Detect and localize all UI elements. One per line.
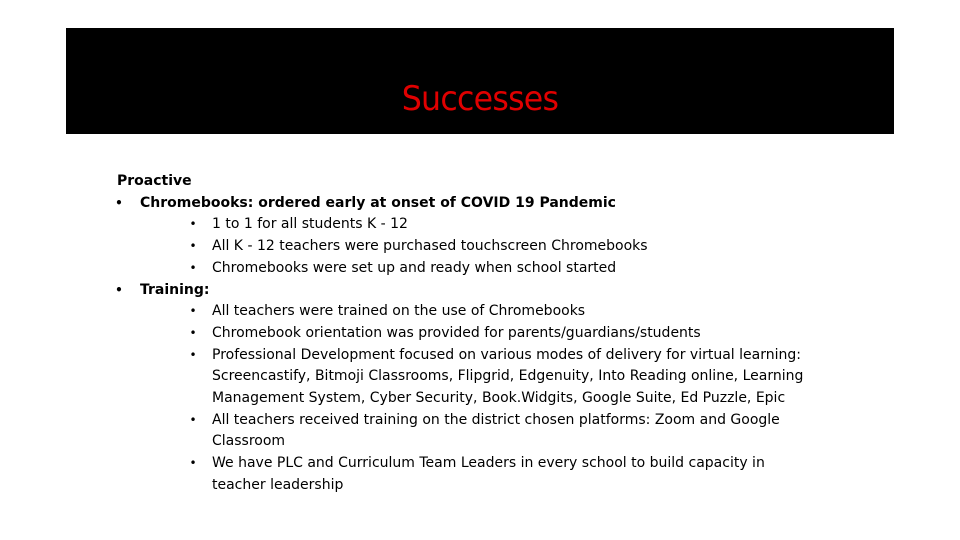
sub-bullet-text: We have PLC and Curriculum Team Leaders in every school to build capacity in: [212, 455, 765, 472]
sub-bullet-continuation: [117, 475, 837, 497]
sub-bullet: [117, 236, 837, 258]
title-bar: [66, 28, 894, 134]
bullet-icon: •: [115, 282, 123, 297]
sub-bullet-text: 1 to 1 for all students K - 12: [212, 216, 408, 233]
slide-title: Successes: [401, 79, 559, 119]
sub-bullet: [117, 301, 837, 323]
sub-bullet-continuation: [117, 431, 837, 453]
sub-bullet-text: teacher leadership: [212, 476, 344, 493]
bullet-icon: •: [189, 347, 197, 362]
sub-bullet-text: Management System, Cyber Security, Book.Widgits, Google Suite, Ed Puzzle, Epic: [212, 390, 786, 407]
bullet-icon: •: [189, 217, 197, 232]
bullet-icon: •: [189, 412, 197, 427]
bullet-icon: •: [189, 456, 197, 471]
sub-bullet-continuation: [117, 388, 837, 410]
sub-bullet-continuation: [117, 366, 837, 388]
bullet-training: [117, 280, 837, 302]
section-heading: Proactive: [117, 173, 192, 189]
bullet-icon: •: [115, 195, 123, 210]
sub-bullet: [117, 410, 837, 432]
sub-bullet-text: Chromebook orientation was provided for parents/guardians/students: [212, 324, 701, 341]
bullet-text: Training:: [140, 281, 210, 298]
sub-bullet-text: Professional Development focused on various modes of delivery for virtual learning:: [212, 346, 801, 363]
sub-bullet-text: Chromebooks were set up and ready when school started: [212, 259, 617, 276]
bullet-icon: •: [189, 260, 197, 275]
sub-bullet-text: Classroom: [212, 433, 286, 450]
sub-bullet-text: All teachers received training on the district chosen platforms: Zoom and Google: [212, 411, 780, 428]
sub-bullet: [117, 453, 837, 475]
slide-body: [117, 171, 837, 497]
sub-bullet-text: All K - 12 teachers were purchased touchscreen Chromebooks: [212, 238, 648, 255]
sub-bullet-text: All teachers were trained on the use of Chromebooks: [212, 303, 586, 320]
bullet-icon: •: [189, 239, 197, 254]
bullet-icon: •: [189, 325, 197, 340]
sub-bullet: [117, 258, 837, 280]
sub-bullet: [117, 323, 837, 345]
bullet-text: Chromebooks: ordered early at onset of COVID 19 Pandemic: [140, 194, 616, 211]
sub-bullet: [117, 345, 837, 367]
sub-bullet-text: Screencastify, Bitmoji Classrooms, Flipgrid, Edgenuity, Into Reading online, Learning: [212, 368, 804, 385]
sub-bullet: [117, 214, 837, 236]
bullet-chromebooks: [117, 193, 837, 215]
bullet-icon: •: [189, 304, 197, 319]
